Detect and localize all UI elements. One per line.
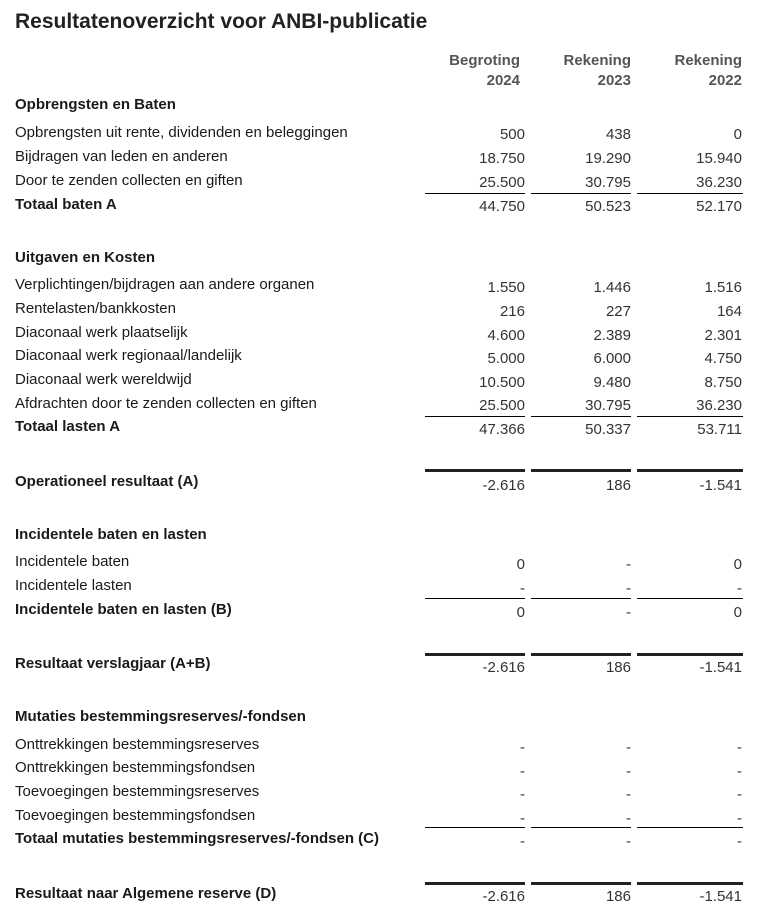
total-rule [531, 653, 631, 656]
row-value: 25.500 [479, 174, 525, 191]
row-value: 1.516 [704, 279, 742, 296]
row-value: 2.301 [704, 327, 742, 344]
total-rule [637, 469, 743, 472]
row-value: 0 [733, 604, 742, 621]
total-rule [425, 653, 525, 656]
row-value: -2.616 [482, 477, 525, 494]
row-label: Totaal lasten A [15, 418, 121, 435]
row-label: Diaconaal werk plaatselijk [15, 324, 188, 341]
row-value: 53.711 [697, 421, 742, 438]
row-value: - [737, 763, 742, 780]
row-value: - [626, 786, 631, 803]
row-label: Incidentele baten en lasten [15, 526, 207, 543]
row-value: 500 [499, 126, 525, 143]
column-header-rekening-2023: Rekening 2023 [563, 52, 631, 89]
subtotal-rule [531, 598, 631, 599]
row-label: Operationeel resultaat (A) [15, 473, 199, 490]
row-value: - [626, 604, 631, 621]
subtotal-rule [425, 598, 525, 599]
total-rule [637, 882, 743, 885]
row-value: -1.541 [699, 477, 742, 494]
row-value: 36.230 [696, 397, 742, 414]
row-value: 1.550 [487, 279, 525, 296]
row-label: Onttrekkingen bestemmingsreserves [15, 736, 260, 753]
row-value: - [626, 580, 631, 597]
row-label: Incidentele baten [15, 553, 130, 570]
column-header-begroting-2024: Begroting 2024 [449, 52, 520, 89]
row-value: 44.750 [479, 198, 525, 215]
subtotal-rule [637, 827, 743, 828]
row-label: Opbrengsten uit rente, dividenden en beleggingen [15, 124, 348, 141]
row-value: 19.290 [585, 150, 631, 167]
row-label: Totaal baten A [15, 196, 117, 213]
row-value: - [520, 739, 525, 756]
row-value: 1.446 [593, 279, 631, 296]
row-value: - [737, 833, 742, 850]
row-value: - [737, 786, 742, 803]
subtotal-rule [425, 827, 525, 828]
row-label: Toevoegingen bestemmingsreserves [15, 783, 260, 800]
subtotal-rule [425, 193, 525, 194]
row-label: Onttrekkingen bestemmingsfondsen [15, 759, 256, 776]
row-value: 4.600 [487, 327, 525, 344]
row-value: 186 [605, 477, 631, 494]
row-value: - [520, 763, 525, 780]
row-value: 0 [516, 556, 525, 573]
subtotal-rule [531, 416, 631, 417]
row-value: 186 [605, 659, 631, 676]
row-value: 5.000 [487, 350, 525, 367]
total-rule [531, 469, 631, 472]
row-label: Rentelasten/bankkosten [15, 300, 176, 317]
row-label: Toevoegingen bestemmingsfondsen [15, 807, 256, 824]
row-value: 216 [499, 303, 525, 320]
subtotal-rule [531, 193, 631, 194]
row-value: - [626, 739, 631, 756]
row-value: 0 [733, 126, 742, 143]
row-value: - [626, 833, 631, 850]
row-value: - [520, 833, 525, 850]
row-value: - [737, 739, 742, 756]
row-label: Incidentele baten en lasten (B) [15, 601, 232, 618]
row-value: 186 [605, 888, 631, 905]
subtotal-rule [637, 416, 743, 417]
row-label: Resultaat naar Algemene reserve (D) [15, 885, 277, 902]
row-label: Afdrachten door te zenden collecten en giften [15, 395, 317, 412]
row-label: Uitgaven en Kosten [15, 249, 156, 266]
row-value: 8.750 [704, 374, 742, 391]
row-label: Incidentele lasten [15, 577, 132, 594]
row-value: 50.523 [585, 198, 631, 215]
row-value: 0 [733, 556, 742, 573]
row-value: 25.500 [479, 397, 525, 414]
row-label: Opbrengsten en Baten [15, 96, 176, 113]
row-value: 15.940 [696, 150, 742, 167]
total-rule [425, 469, 525, 472]
row-value: 438 [605, 126, 631, 143]
row-value: - [626, 763, 631, 780]
subtotal-rule [425, 416, 525, 417]
row-value: -1.541 [699, 888, 742, 905]
row-label: Bijdragen van leden en anderen [15, 148, 228, 165]
total-rule [425, 882, 525, 885]
subtotal-rule [531, 827, 631, 828]
row-label: Totaal mutaties bestemmingsreserves/-fondsen (C) [15, 830, 379, 847]
row-value: 36.230 [696, 174, 742, 191]
row-label: Door te zenden collecten en giften [15, 172, 243, 189]
row-value: 50.337 [585, 421, 631, 438]
row-value: 2.389 [593, 327, 631, 344]
row-value: - [626, 810, 631, 827]
total-rule [531, 882, 631, 885]
row-value: 9.480 [593, 374, 631, 391]
row-value: 18.750 [479, 150, 525, 167]
row-value: 164 [716, 303, 742, 320]
row-value: 52.170 [696, 198, 742, 215]
row-label: Diaconaal werk regionaal/landelijk [15, 347, 242, 364]
page-title: Resultatenoverzicht voor ANBI-publicatie [15, 10, 428, 33]
row-label: Diaconaal werk wereldwijd [15, 371, 192, 388]
row-value: - [737, 810, 742, 827]
row-value: - [737, 580, 742, 597]
row-value: - [520, 580, 525, 597]
row-value: -1.541 [699, 659, 742, 676]
row-value: 10.500 [479, 374, 525, 391]
row-label: Mutaties bestemmingsreserves/-fondsen [15, 708, 306, 725]
row-value: 227 [605, 303, 631, 320]
row-value: -2.616 [482, 888, 525, 905]
row-value: 30.795 [585, 174, 631, 191]
row-label: Verplichtingen/bijdragen aan andere organen [15, 276, 315, 293]
row-value: 47.366 [479, 421, 525, 438]
subtotal-rule [637, 193, 743, 194]
row-value: 30.795 [585, 397, 631, 414]
row-value: 4.750 [704, 350, 742, 367]
row-value: - [520, 810, 525, 827]
row-value: - [520, 786, 525, 803]
total-rule [637, 653, 743, 656]
row-value: 6.000 [593, 350, 631, 367]
row-value: -2.616 [482, 659, 525, 676]
column-header-rekening-2022: Rekening 2022 [674, 52, 742, 89]
subtotal-rule [637, 598, 743, 599]
row-value: - [626, 556, 631, 573]
row-label: Resultaat verslagjaar (A+B) [15, 655, 211, 672]
row-value: 0 [516, 604, 525, 621]
